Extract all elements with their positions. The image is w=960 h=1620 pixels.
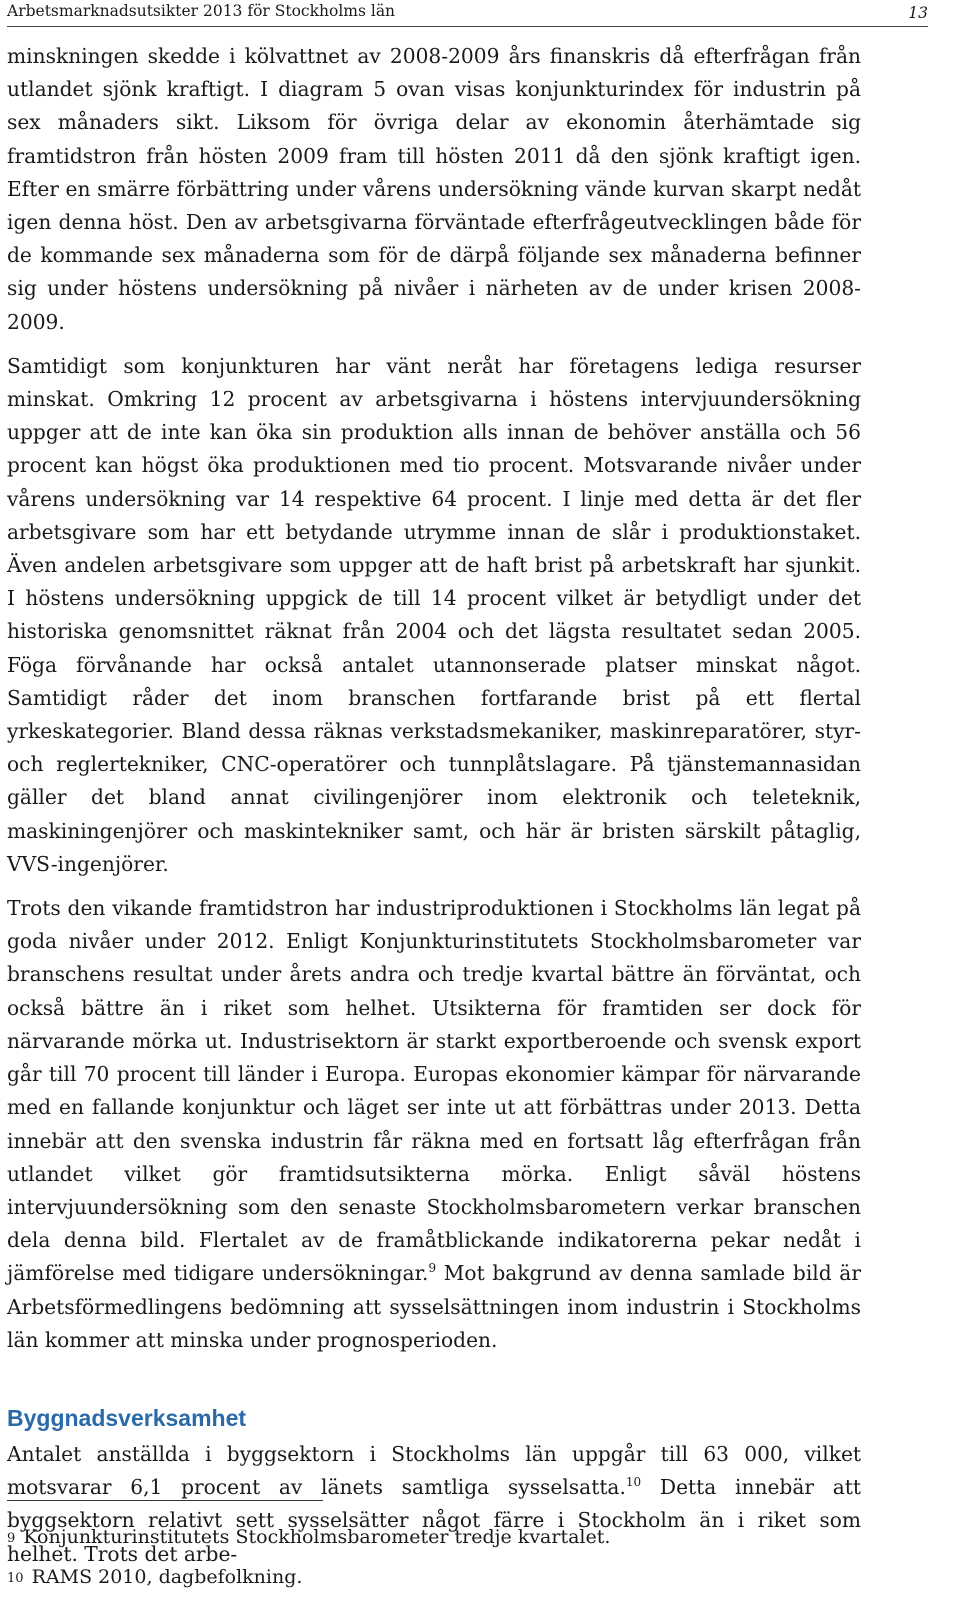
- header-title: Arbetsmarknadsutsikter 2013 för Stockholms län: [7, 2, 396, 20]
- body-text: [7, 40, 861, 1571]
- footnote-text: RAMS 2010, dagbefolkning.: [31, 1566, 303, 1588]
- section-heading: Byggnadsverksamhet: [7, 1404, 247, 1431]
- footnote: [7, 1558, 861, 1598]
- footnote-mark: 9: [7, 1531, 16, 1546]
- footnote-text: Konjunkturinstitutets Stockholmsbarometer tredje kvartalet.: [23, 1526, 611, 1548]
- paragraph-text: Detta innebär att byggsektorn relativt sett sysselsätter något färre i Stockholm än i riket som helhet. Trots det arbe-: [7, 1475, 861, 1566]
- paragraph-text: Trots den vikande framtidstron har industriproduktionen i Stockholms län legat på goda nivåer under 2012. Enligt Konjunkturinstitutets Stockholmsbarometer var branschens resultat under årets andra och tredje kvartal bättre än förväntat, och också bättre än i riket som helhet. Utsikterna för framtiden ser dock för närvarande mörka ut. Industrisektorn är starkt exportberoende och svensk export går till 70 procent till länder i Europa. Europas ekonomier kämpar för närvarande med en fallande konjunktur och läget ser inte ut att förbättras under 2013. Detta innebär att den svenska industrin får räkna med en fortsatt låg efterfrågan från utlandet vilket gör framtidsutsikterna mörka. Enligt såväl höstens intervjuundersökning som den senaste Stockholmsbarometern verkar branschen dela denna bild. Flertalet av de framåtblickande indikatorerna pekar nedåt i jämförelse med tidigare undersökningar.: [7, 896, 861, 1286]
- footnote: [7, 1518, 861, 1558]
- page-number: 13: [908, 4, 928, 22]
- footnote-divider: [7, 1500, 323, 1501]
- footnotes: [7, 1518, 861, 1598]
- paragraph: minskningen skedde i kölvattnet av 2008-2009 års finanskris då efterfrågan från utlandet sjönk kraftigt. I diagram 5 ovan visas konjunkturindex för industrin på sex månaders sikt. Liksom för övriga delar av ekonomin återhämtade sig framtidstron från hösten 2009 fram till hösten 2011 då den sjönk kraftigt igen. Efter en smärre förbättring under vårens undersökning vände kurvan skarpt nedåt igen denna höst. Den av arbetsgivarna förväntade efterfrågeutvecklingen både för de kommande sex månaderna som för de därpå följande sex månaderna befinner sig under höstens undersökning på nivåer i närheten av de under krisen 2008-2009.: [7, 44, 861, 334]
- paragraph-text: Antalet anställda i byggsektorn i Stockholms län uppgår till 63 000, vilket motsvarar 6,1 procent av länets samtliga sysselsatta.: [7, 1441, 861, 1500]
- paragraph: Samtidigt som konjunkturen har vänt neråt har företagens lediga resurser minskat. Omkring 12 procent av arbetsgivarna i höstens intervjuundersökning uppger att de inte kan öka sin produktion alls innan de behöver anställa och 56 procent kan högst öka produktionen med tio procent. Motsvarande nivåer under vårens undersökning var 14 respektive 64 procent. I linje med detta är det fler arbetsgivare som har ett betydande utrymme innan de slår i produktionstaket. Även andelen arbetsgivare som uppger att de haft brist på arbetskraft har sjunkit. I höstens undersökning uppgick de till 14 procent vilket är betydligt under det historiska genomsnittet räknat från 2004 och det lägsta resultatet sedan 2005. Föga förvånande har också antalet utannonserade platser minskat något. Samtidigt råder det inom branschen fortfarande brist på ett flertal yrkeskategorier. Bland dessa räknas verkstadsmekaniker, maskinreparatörer, styr- och reglertekniker, CNC-operatörer och tunnplåtslagare. På tjänstemannasidan gäller det bland annat civilingenjörer inom elektronik och teleteknik, maskiningenjörer och maskintekniker samt, och här är bristen särskilt påtaglig, VVS-ingenjörer.: [7, 353, 861, 876]
- footnote-reference[interactable]: 9: [428, 1261, 437, 1276]
- paragraph-text: Mot bakgrund av denna samlade bild är Arbetsförmedlingens bedömning att sysselsättningen inom industrin i Stockholms län kommer att minska under prognosperioden.: [7, 1261, 861, 1352]
- paragraph: [7, 892, 861, 1357]
- footnote-mark: 10: [7, 1571, 24, 1586]
- footnote-reference[interactable]: 10: [625, 1475, 642, 1490]
- running-header: [7, 0, 928, 27]
